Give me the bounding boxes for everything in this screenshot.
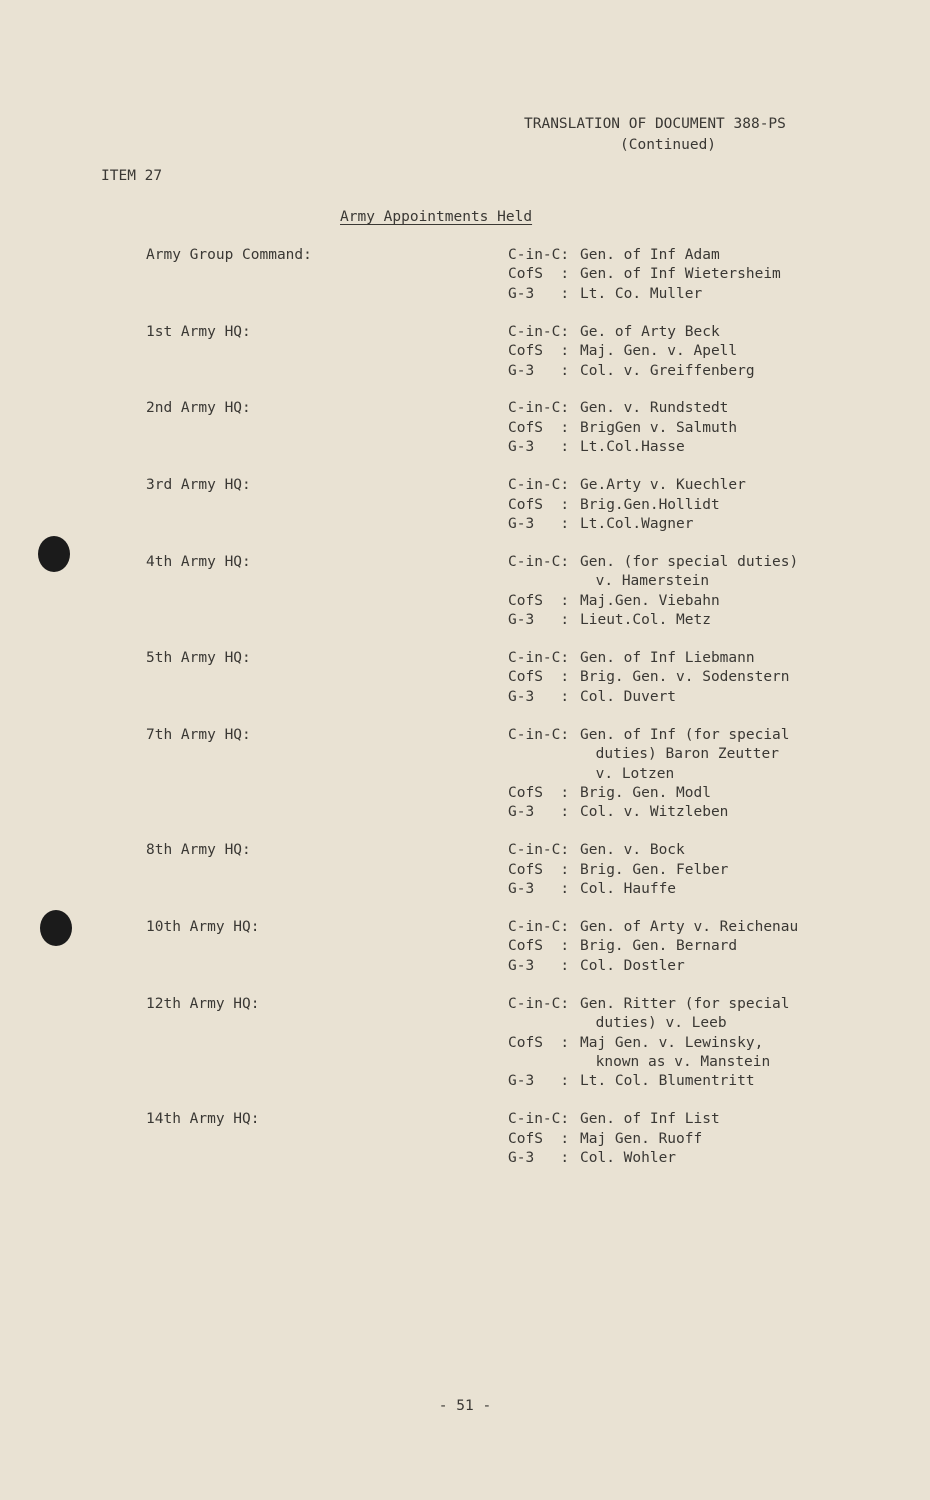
appointment-row bbox=[508, 861, 838, 880]
role-label: CofS : bbox=[508, 784, 570, 801]
hq-name: 14th Army HQ: bbox=[146, 1111, 260, 1128]
officer-name: Gen. of Inf List bbox=[580, 1111, 720, 1128]
officer-name: Brig. Gen. Modl bbox=[580, 784, 711, 801]
role-label: C-in-C: bbox=[508, 247, 570, 263]
hq-entry bbox=[140, 649, 840, 707]
officer-name: Gen. of Inf Liebmann bbox=[580, 650, 755, 666]
role-label bbox=[508, 745, 576, 764]
officer-name: Gen. of Inf Wietersheim bbox=[580, 266, 781, 283]
officer-name: Lt.Col.Wagner bbox=[580, 515, 694, 532]
appointment-row bbox=[508, 1130, 838, 1149]
role-label bbox=[508, 1053, 576, 1072]
appointment-row bbox=[508, 765, 838, 784]
role-label: CofS : bbox=[508, 669, 570, 686]
hq-entry bbox=[140, 246, 840, 304]
appointment-row bbox=[508, 611, 838, 630]
officer-name: Gen. of Arty v. Reichenau bbox=[580, 918, 799, 935]
appointment-row bbox=[508, 668, 838, 687]
officer-name: Gen. Ritter (for special bbox=[580, 995, 790, 1012]
role-label: G-3 : bbox=[508, 362, 570, 379]
officer-name: duties) v. Leeb bbox=[595, 1015, 727, 1032]
appointments bbox=[508, 246, 838, 304]
hq-entry bbox=[140, 476, 840, 534]
officer-name: duties) Baron Zeutter bbox=[595, 746, 779, 763]
appointment-row bbox=[508, 745, 838, 764]
role-label: C-in-C: bbox=[508, 1111, 570, 1128]
appointment-row bbox=[508, 438, 838, 457]
officer-name: v. Lotzen bbox=[595, 765, 675, 782]
appointment-row bbox=[508, 246, 838, 265]
appointments bbox=[508, 553, 838, 631]
appointments-list bbox=[140, 246, 840, 1187]
appointment-row bbox=[508, 572, 838, 591]
appointment-row bbox=[508, 957, 838, 976]
officer-name: Maj.Gen. Viebahn bbox=[580, 592, 720, 609]
officer-name: Ge. of Arty Beck bbox=[580, 323, 720, 340]
role-label: CofS : bbox=[508, 266, 570, 283]
appointments bbox=[508, 323, 838, 381]
role-label bbox=[508, 572, 576, 591]
item-label: ITEM 27 bbox=[101, 168, 163, 184]
hq-name: 3rd Army HQ: bbox=[146, 477, 251, 494]
section-title: Army Appointments Held bbox=[340, 209, 533, 225]
hq-entry bbox=[140, 323, 840, 381]
role-label: C-in-C: bbox=[508, 400, 570, 417]
role-label: C-in-C: bbox=[508, 477, 570, 494]
punch-hole bbox=[40, 910, 72, 946]
role-label bbox=[508, 1014, 576, 1033]
appointment-row bbox=[508, 784, 838, 803]
hq-name: 2nd Army HQ: bbox=[146, 400, 251, 417]
appointment-row bbox=[508, 399, 838, 418]
role-label: C-in-C: bbox=[508, 553, 570, 570]
appointment-row bbox=[508, 688, 838, 707]
appointments bbox=[508, 399, 838, 457]
officer-name: Col. Duvert bbox=[580, 688, 677, 705]
appointments bbox=[508, 841, 838, 899]
appointment-row bbox=[508, 995, 838, 1014]
appointment-row bbox=[508, 803, 838, 822]
officer-name: Brig. Gen. Bernard bbox=[580, 938, 738, 955]
officer-name: Col. Hauffe bbox=[580, 881, 677, 898]
header-title: TRANSLATION OF DOCUMENT 388-PS bbox=[524, 116, 786, 132]
role-label: G-3 : bbox=[508, 804, 570, 821]
appointment-row bbox=[508, 476, 838, 495]
appointment-row bbox=[508, 1072, 838, 1091]
hq-entry bbox=[140, 553, 840, 631]
officer-name: Lt. Col. Blumentritt bbox=[580, 1073, 755, 1090]
punch-hole bbox=[38, 536, 70, 572]
appointment-row bbox=[508, 592, 838, 611]
appointment-row bbox=[508, 918, 838, 937]
officer-name: Gen. of Inf Adam bbox=[580, 247, 720, 263]
role-label: C-in-C: bbox=[508, 323, 570, 340]
officer-name: Col. v. Witzleben bbox=[580, 804, 729, 821]
appointment-row bbox=[508, 342, 838, 361]
officer-name: Gen. (for special duties) bbox=[580, 553, 799, 570]
header-continued: (Continued) bbox=[620, 137, 717, 153]
role-label: CofS : bbox=[508, 861, 570, 878]
role-label: G-3 : bbox=[508, 957, 570, 974]
page-number: - 51 - bbox=[438, 1398, 492, 1414]
role-label: G-3 : bbox=[508, 688, 570, 705]
appointment-row bbox=[508, 1110, 838, 1129]
officer-name: Gen. of Inf (for special bbox=[580, 726, 790, 743]
hq-name: 12th Army HQ: bbox=[146, 995, 260, 1012]
role-label: CofS : bbox=[508, 419, 570, 436]
officer-name: Maj Gen. v. Lewinsky, bbox=[580, 1034, 764, 1051]
officer-name: known as v. Manstein bbox=[595, 1053, 771, 1070]
role-label: G-3 : bbox=[508, 612, 570, 629]
officer-name: Brig. Gen. Felber bbox=[580, 861, 729, 878]
appointment-row bbox=[508, 285, 838, 304]
document-header bbox=[524, 114, 814, 156]
appointment-row bbox=[508, 323, 838, 342]
appointment-row bbox=[508, 515, 838, 534]
appointments bbox=[508, 1110, 838, 1168]
hq-name: 7th Army HQ: bbox=[146, 726, 251, 743]
officer-name: Lieut.Col. Metz bbox=[580, 612, 711, 629]
appointment-row bbox=[508, 726, 838, 745]
officer-name: Col. Wohler bbox=[580, 1150, 677, 1167]
officer-name: Gen. v. Rundstedt bbox=[580, 400, 729, 417]
officer-name: Col. Dostler bbox=[580, 957, 685, 974]
role-label bbox=[508, 765, 576, 784]
officer-name: Gen. v. Bock bbox=[580, 842, 685, 859]
appointment-row bbox=[508, 496, 838, 515]
role-label: CofS : bbox=[508, 1034, 570, 1051]
officer-name: v. Hamerstein bbox=[595, 573, 710, 590]
hq-entry bbox=[140, 841, 840, 899]
officer-name: Col. v. Greiffenberg bbox=[580, 362, 755, 379]
appointments bbox=[508, 476, 838, 534]
appointment-row bbox=[508, 265, 838, 284]
hq-entry bbox=[140, 918, 840, 976]
hq-name: Army Group Command: bbox=[146, 247, 312, 263]
role-label: C-in-C: bbox=[508, 918, 570, 935]
hq-name: 8th Army HQ: bbox=[146, 842, 251, 859]
officer-name: Ge.Arty v. Kuechler bbox=[580, 477, 746, 494]
role-label: G-3 : bbox=[508, 881, 570, 898]
hq-name: 10th Army HQ: bbox=[146, 918, 260, 935]
appointment-row bbox=[508, 1014, 838, 1033]
hq-entry bbox=[140, 995, 840, 1092]
role-label: C-in-C: bbox=[508, 842, 570, 859]
hq-entry bbox=[140, 726, 840, 823]
role-label: C-in-C: bbox=[508, 726, 570, 743]
role-label: G-3 : bbox=[508, 439, 570, 456]
officer-name: Brig.Gen.Hollidt bbox=[580, 496, 720, 513]
officer-name: Brig. Gen. v. Sodenstern bbox=[580, 669, 790, 686]
role-label: G-3 : bbox=[508, 1073, 570, 1090]
appointment-row bbox=[508, 649, 838, 668]
appointment-row bbox=[508, 880, 838, 899]
hq-entry bbox=[140, 399, 840, 457]
role-label: CofS : bbox=[508, 938, 570, 955]
officer-name: BrigGen v. Salmuth bbox=[580, 419, 738, 436]
role-label: CofS : bbox=[508, 592, 570, 609]
appointment-row bbox=[508, 841, 838, 860]
appointment-row bbox=[508, 1149, 838, 1168]
hq-name: 1st Army HQ: bbox=[146, 323, 251, 340]
role-label: G-3 : bbox=[508, 515, 570, 532]
hq-name: 4th Army HQ: bbox=[146, 553, 251, 570]
officer-name: Maj Gen. Ruoff bbox=[580, 1130, 703, 1147]
officer-name: Lt. Co. Muller bbox=[580, 285, 703, 302]
appointment-row bbox=[508, 1034, 838, 1053]
hq-entry bbox=[140, 1110, 840, 1168]
role-label: CofS : bbox=[508, 496, 570, 513]
role-label: C-in-C: bbox=[508, 995, 570, 1012]
appointments bbox=[508, 649, 838, 707]
role-label: G-3 : bbox=[508, 1150, 570, 1167]
hq-name: 5th Army HQ: bbox=[146, 650, 251, 666]
appointment-row bbox=[508, 362, 838, 381]
appointment-row bbox=[508, 553, 838, 572]
appointments bbox=[508, 726, 838, 823]
appointment-row bbox=[508, 937, 838, 956]
role-label: CofS : bbox=[508, 1130, 570, 1147]
role-label: G-3 : bbox=[508, 285, 570, 302]
officer-name: Lt.Col.Hasse bbox=[580, 439, 685, 456]
appointment-row bbox=[508, 1053, 838, 1072]
appointment-row bbox=[508, 419, 838, 438]
appointments bbox=[508, 918, 838, 976]
role-label: C-in-C: bbox=[508, 650, 570, 666]
officer-name: Maj. Gen. v. Apell bbox=[580, 343, 738, 360]
role-label: CofS : bbox=[508, 343, 570, 360]
appointments bbox=[508, 995, 838, 1092]
